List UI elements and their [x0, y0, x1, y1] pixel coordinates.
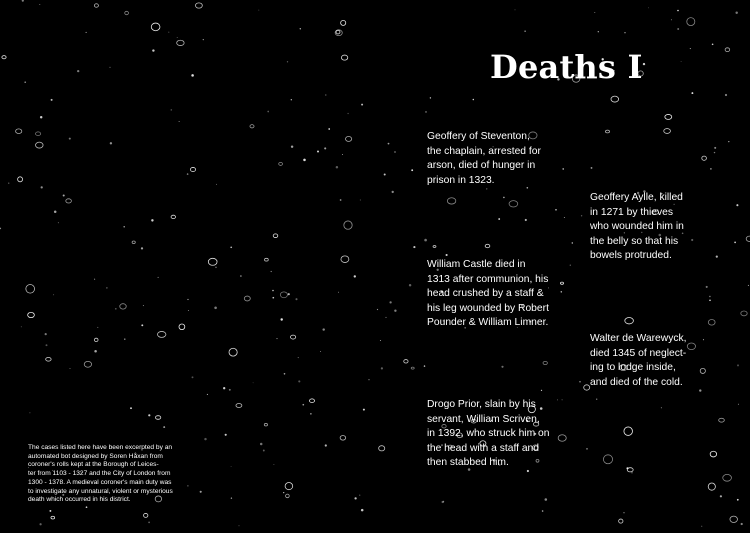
star-speck: [267, 111, 269, 113]
star-speck: [328, 128, 330, 130]
star-speck: [70, 368, 71, 369]
star-ring: [543, 361, 547, 364]
star-ring: [94, 4, 98, 7]
star-speck: [443, 501, 444, 502]
star-speck: [709, 299, 711, 301]
star-ring: [730, 516, 738, 522]
star-speck: [714, 152, 715, 153]
star-ring: [264, 423, 267, 426]
star-speck: [424, 239, 427, 242]
star-speck: [564, 217, 565, 218]
star-ring: [18, 177, 23, 182]
star-speck: [709, 296, 710, 297]
star-speck: [143, 305, 144, 306]
star-speck: [748, 285, 749, 286]
star-ring: [741, 311, 747, 316]
star-speck: [411, 169, 413, 171]
star-ring: [273, 234, 278, 238]
star-ring: [627, 468, 633, 472]
star-ring: [665, 114, 672, 119]
star-speck: [191, 74, 194, 77]
star-speck: [691, 92, 693, 94]
star-speck: [572, 242, 573, 243]
star-ring: [509, 201, 518, 207]
star-speck: [54, 211, 57, 214]
star-speck: [361, 104, 363, 106]
star-ring: [280, 292, 287, 298]
star-speck: [203, 39, 204, 40]
star-ring: [719, 418, 725, 422]
star-speck: [49, 510, 51, 512]
star-ring: [144, 513, 148, 517]
star-ring: [625, 317, 634, 323]
star-speck: [171, 109, 173, 111]
star-speck: [738, 404, 739, 405]
star-speck: [58, 222, 59, 223]
star-speck: [384, 173, 386, 175]
star-speck: [712, 43, 714, 45]
star-ring: [179, 324, 185, 330]
star-speck: [77, 70, 79, 72]
star-speck: [690, 48, 691, 49]
star-ring: [190, 167, 195, 171]
star-speck: [677, 28, 679, 30]
star-speck: [177, 37, 178, 38]
star-ring: [94, 338, 98, 341]
star-ring: [433, 246, 436, 248]
star-ring: [746, 236, 750, 241]
star-speck: [168, 32, 169, 33]
star-ring: [404, 360, 408, 363]
star-speck: [320, 351, 321, 352]
star-speck: [39, 523, 41, 525]
star-ring: [379, 446, 385, 451]
star-speck: [141, 324, 143, 326]
death-entry-geoffery-aylle: Geoffery Aylle, killed in 1271 by thieves who wounded him in the belly so that his bowels protruded.: [590, 192, 684, 261]
star-speck: [141, 247, 143, 249]
star-ring: [310, 399, 315, 403]
star-speck: [230, 246, 232, 248]
star-speck: [545, 498, 548, 501]
star-speck: [291, 145, 293, 147]
star-ring: [195, 3, 202, 8]
star-speck: [192, 376, 194, 378]
star-speck: [69, 138, 71, 140]
star-speck: [542, 510, 544, 512]
star-ring: [344, 221, 352, 229]
star-speck: [303, 159, 306, 162]
star-speck: [342, 154, 343, 155]
star-ring: [2, 56, 6, 59]
star-speck: [277, 338, 278, 339]
star-ring: [177, 40, 184, 45]
star-speck: [298, 380, 300, 382]
star-speck: [377, 309, 378, 310]
star-ring: [345, 136, 351, 141]
star-speck: [737, 499, 739, 501]
star-ring: [619, 519, 623, 523]
star-speck: [360, 200, 361, 201]
star-ring: [485, 244, 490, 247]
star-speck: [671, 19, 672, 20]
star-ring: [120, 304, 126, 309]
star-speck: [41, 186, 43, 188]
star-speck: [110, 142, 112, 144]
star-ring: [603, 455, 612, 464]
star-speck: [503, 197, 505, 199]
star-speck: [45, 333, 47, 335]
star-ring: [28, 312, 35, 317]
star-speck: [46, 344, 48, 346]
star-ring: [236, 403, 242, 407]
star-speck: [284, 373, 286, 375]
star-ring: [265, 258, 269, 261]
star-speck: [361, 509, 364, 512]
star-speck: [706, 286, 708, 288]
star-ring: [16, 129, 22, 134]
star-speck: [394, 310, 396, 312]
star-speck: [298, 357, 299, 358]
star-ring: [606, 130, 610, 133]
star-speck: [310, 413, 311, 414]
star-speck: [94, 279, 95, 280]
star-speck: [359, 495, 360, 496]
star-speck: [53, 294, 54, 295]
star-ring: [51, 516, 55, 519]
star-speck: [187, 173, 189, 175]
star-ring: [447, 198, 455, 204]
star-speck: [188, 310, 189, 311]
star-speck: [260, 443, 263, 446]
star-speck: [152, 49, 154, 51]
star-speck: [325, 444, 327, 446]
star-speck: [21, 326, 22, 327]
star-ring: [664, 129, 671, 134]
star-speck: [336, 166, 338, 168]
star-speck: [158, 277, 159, 278]
star-speck: [215, 267, 217, 269]
star-speck: [115, 308, 117, 310]
star-speck: [291, 99, 292, 100]
star-ring: [84, 361, 91, 367]
star-ring: [157, 331, 165, 337]
star-speck: [555, 209, 557, 211]
star-speck: [579, 381, 581, 383]
star-ring: [132, 241, 135, 244]
star-speck: [239, 525, 240, 526]
star-ring: [725, 48, 730, 52]
star-speck: [515, 10, 516, 11]
star-speck: [273, 464, 274, 465]
page-title: Deaths I: [490, 48, 643, 86]
star-speck: [389, 301, 391, 303]
star-ring: [290, 335, 295, 339]
star-speck: [525, 219, 527, 221]
star-ring: [687, 18, 695, 26]
star-ring: [36, 132, 41, 136]
star-speck: [701, 526, 702, 527]
death-entry-walter-de-warewyck: Walter de Warewyck, died 1345 of neglect- ing to lodge inside, and died of the cold.: [590, 333, 687, 388]
star-speck: [109, 67, 110, 68]
star-speck: [735, 12, 737, 14]
star-speck: [541, 390, 542, 391]
star-ring: [244, 296, 250, 301]
star-ring: [285, 483, 293, 490]
star-ring: [611, 96, 619, 102]
star-speck: [22, 0, 24, 2]
star-ring: [341, 55, 347, 60]
star-speck: [283, 492, 284, 493]
star-speck: [363, 409, 365, 411]
star-speck: [123, 226, 125, 228]
star-ring: [208, 258, 217, 265]
star-speck: [324, 147, 326, 149]
star-speck: [263, 450, 265, 452]
star-speck: [258, 10, 259, 11]
star-speck: [288, 293, 290, 295]
star-speck: [720, 495, 722, 497]
star-speck: [271, 271, 272, 272]
star-speck: [240, 275, 242, 277]
star-speck: [24, 81, 26, 83]
star-speck: [86, 32, 87, 33]
death-entry-drogo-prior: Drogo Prior, slain by his servant, William Scriven, in 1392, who struck him on the head with a staff and then stabbed him.: [427, 399, 550, 468]
star-speck: [677, 10, 679, 12]
star-speck: [179, 121, 180, 122]
star-ring: [279, 162, 283, 165]
star-speck: [446, 254, 448, 256]
star-speck: [725, 94, 727, 96]
star-speck: [354, 275, 356, 277]
star-speck: [8, 183, 9, 184]
star-speck: [302, 404, 304, 406]
star-ring: [151, 23, 160, 31]
star-speck: [97, 327, 98, 328]
star-speck: [124, 338, 125, 339]
star-speck: [596, 399, 597, 400]
star-speck: [728, 141, 729, 142]
star-speck: [223, 387, 225, 389]
star-speck: [501, 366, 503, 368]
star-speck: [648, 7, 649, 8]
star-speck: [643, 63, 645, 65]
star-speck: [409, 284, 411, 286]
star-speck: [322, 328, 324, 330]
star-speck: [151, 219, 153, 221]
intro-note: The cases listed here have been excerpted by an automated bot designed by Soren Håxan from coroner's rolls kept at the Borough of Leices- ter from 1103 - 1327 and the City of London from 1300 - 1378. A medieval coroner's main duty was to investigate any unnatural, violent or mysterious death which occurred in his district.: [28, 444, 173, 504]
star-speck: [225, 434, 227, 436]
star-speck: [524, 31, 525, 32]
star-ring: [66, 199, 72, 203]
star-speck: [354, 497, 356, 499]
star-speck: [710, 168, 712, 170]
star-speck: [86, 506, 88, 508]
star-speck: [207, 394, 208, 395]
star-ring: [171, 215, 175, 218]
star-ring: [710, 451, 716, 457]
star-speck: [394, 151, 395, 152]
star-speck: [388, 143, 390, 145]
star-ring: [341, 20, 346, 25]
star-speck: [187, 299, 188, 300]
star-ring: [708, 320, 715, 326]
star-speck: [424, 365, 425, 366]
star-speck: [40, 116, 42, 118]
star-speck: [486, 188, 487, 189]
star-speck: [741, 523, 743, 525]
star-speck: [214, 307, 217, 310]
star-speck: [229, 389, 231, 391]
star-ring: [708, 483, 715, 490]
star-ring: [411, 367, 414, 369]
star-speck: [473, 99, 475, 101]
star-speck: [130, 407, 132, 409]
star-ring: [250, 125, 254, 128]
death-entry-geoffery-of-steventon: Geoffery of Steventon, the chaplain, arrested for arson, died of hunger in prison in 1323.: [427, 131, 541, 186]
star-speck: [392, 191, 394, 193]
star-speck: [148, 414, 150, 416]
star-speck: [106, 287, 107, 288]
star-speck: [624, 32, 625, 33]
star-speck: [369, 379, 370, 380]
star-speck: [0, 228, 1, 230]
star-speck: [413, 246, 415, 248]
star-speck: [591, 167, 593, 169]
star-ring: [155, 416, 160, 420]
star-speck: [287, 61, 288, 62]
star-ring: [341, 256, 349, 263]
star-speck: [253, 382, 254, 383]
star-speck: [29, 412, 30, 413]
star-ring: [229, 348, 237, 356]
star-ring: [36, 142, 44, 148]
star-speck: [94, 350, 97, 353]
star-speck: [381, 367, 383, 369]
star-speck: [594, 12, 595, 13]
star-speck: [63, 194, 65, 196]
star-speck: [623, 512, 624, 513]
star-speck: [498, 218, 500, 220]
star-speck: [598, 31, 599, 32]
star-speck: [347, 113, 348, 114]
star-speck: [148, 521, 150, 523]
star-ring: [723, 474, 732, 481]
star-speck: [51, 99, 53, 101]
star-speck: [272, 297, 274, 299]
star-speck: [714, 147, 716, 149]
star-ring: [336, 30, 340, 34]
star-ring: [584, 385, 590, 390]
star-speck: [163, 426, 165, 428]
star-speck: [661, 407, 662, 408]
star-speck: [386, 317, 387, 318]
star-speck: [280, 318, 282, 320]
star-speck: [430, 97, 431, 98]
death-entry-william-castle: William Castle died in 1313 after communion, his head crushed by a staff & his leg wounded by Robert Pounder & William Limner.: [427, 259, 549, 328]
star-ring: [286, 494, 290, 498]
star-speck: [295, 298, 297, 300]
star-ring: [46, 357, 51, 361]
star-speck: [681, 61, 682, 62]
star-ring: [702, 156, 707, 160]
star-speck: [325, 94, 326, 95]
star-speck: [338, 292, 339, 293]
star-speck: [272, 290, 274, 292]
star-speck: [380, 340, 381, 341]
star-speck: [317, 151, 319, 153]
star-speck: [204, 438, 206, 440]
star-ring: [624, 427, 633, 435]
star-speck: [340, 199, 342, 201]
star-speck: [300, 28, 301, 29]
star-speck: [39, 4, 40, 5]
star-speck: [425, 111, 427, 113]
star-ring: [125, 11, 129, 14]
star-speck: [581, 215, 582, 216]
star-ring: [26, 284, 35, 293]
star-speck: [216, 184, 217, 185]
star-ring: [340, 436, 346, 441]
